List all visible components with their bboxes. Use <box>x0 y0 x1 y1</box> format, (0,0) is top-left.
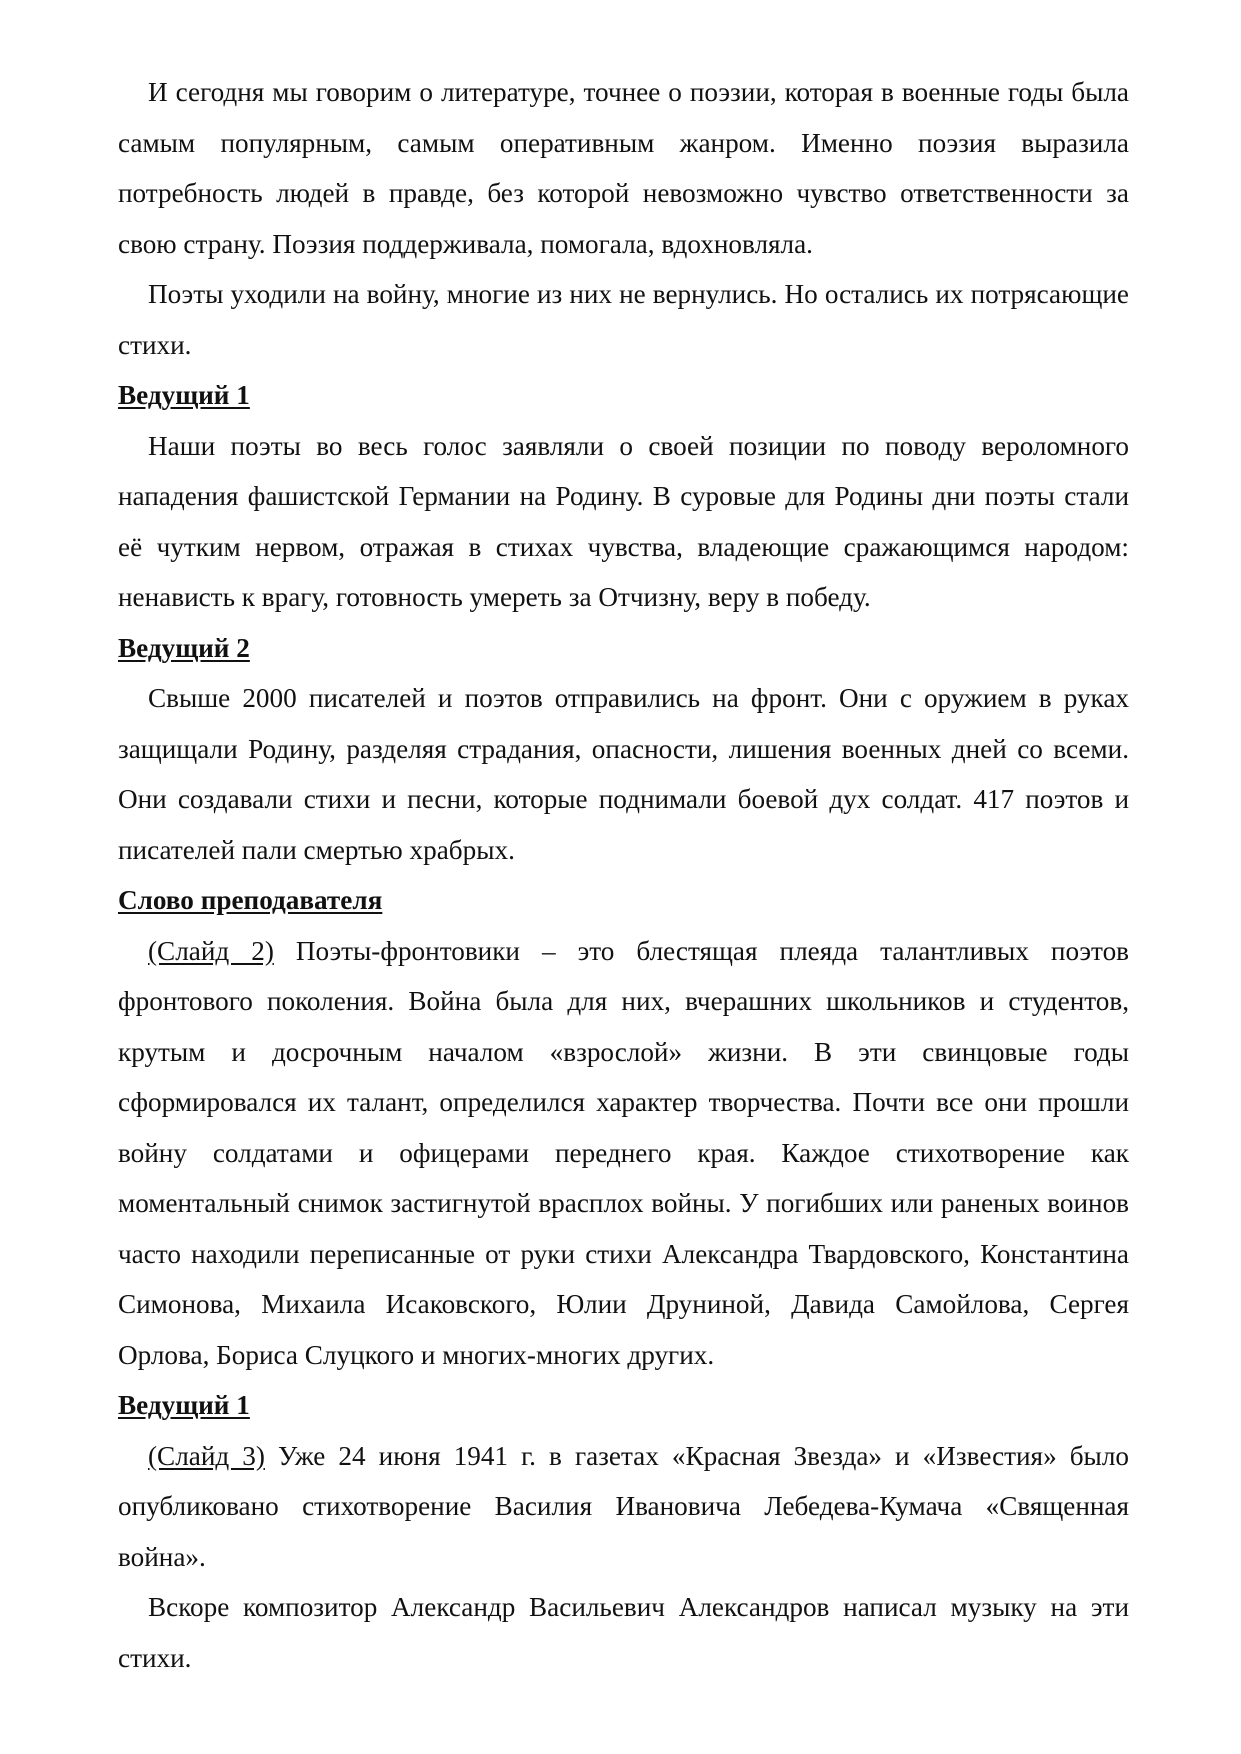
paragraph-intro: И сегодня мы говорим о литературе, точнее о поэзии, которая в военные годы была самым популярным, самым оперативным жанром. Именно поэзия выразила потребность людей в правде, без которой невозможно чувство ответственности за свою страну. Поэзия поддерживала, помогала, вдохновляла. <box>118 77 1129 259</box>
paragraph-poets-went-to-war: Поэты уходили на войну, многие из них не вернулись. Но остались их потрясающие стихи. <box>118 279 1129 360</box>
paragraph-frontline-poets-text: Поэты-фронтовики – это блестящая плеяда талантливых поэтов фронтового поколения. Война была для них, вчерашних школьников и студентов, крутым и досрочным началом «взрослой» жизни. В эти свинцовые годы сформировался их талант, определился характер творчества. Почти все они прошли войну солдатами и офицерами переднего края. Каждое стихотворение как моментальный снимок застигнутой врасплох войны. У погибших или раненых воинов часто находили переписанные от руки стихи Александра Твардовского, Константина Симонова, Михаила Исаковского, Юлии Друниной, Давида Самойлова, Сергея Орлова, Бориса Слуцкого и многих-многих других. <box>118 935 1129 1370</box>
teacher-heading: Слово преподавателя <box>118 885 383 915</box>
slide-reference-2: (Слайд 2) <box>148 935 274 966</box>
paragraph-frontline-poets <box>118 926 1129 1381</box>
document-page <box>118 67 1129 1683</box>
speaker-heading-1-repeat: Ведущий 1 <box>118 1390 250 1420</box>
speaker-heading-1: Ведущий 1 <box>118 380 250 410</box>
speaker-heading-2: Ведущий 2 <box>118 632 250 663</box>
paragraph-sacred-war-text: Уже 24 июня 1941 г. в газетах «Красная Звезда» и «Известия» было опубликовано стихотворение Василия Ивановича Лебедева-Кумача «Священная война». <box>118 1440 1129 1572</box>
paragraph-writers-at-front: Свыше 2000 писателей и поэтов отправились на фронт. Они с оружием в руках защищали Родину, разделяя страдания, опасности, лишения военных дней со всеми. Они создавали стихи и песни, которые поднимали боевой дух солдат. 417 поэтов и писателей пали смертью храбрых. <box>118 683 1129 865</box>
paragraph-sacred-war <box>118 1431 1129 1583</box>
slide-reference-3: (Слайд 3) <box>148 1440 265 1471</box>
paragraph-poets-position: Наши поэты во весь голос заявляли о своей позиции по поводу вероломного нападения фашистской Германии на Родину. В суровые для Родины дни поэты стали её чутким нервом, отражая в стихах чувства, владеющие сражающимся народом: ненависть к врагу, готовность умереть за Отчизну, веру в победу. <box>118 430 1129 612</box>
paragraph-composer: Вскоре композитор Александр Васильевич Александров написал музыку на эти стихи. <box>118 1592 1129 1673</box>
